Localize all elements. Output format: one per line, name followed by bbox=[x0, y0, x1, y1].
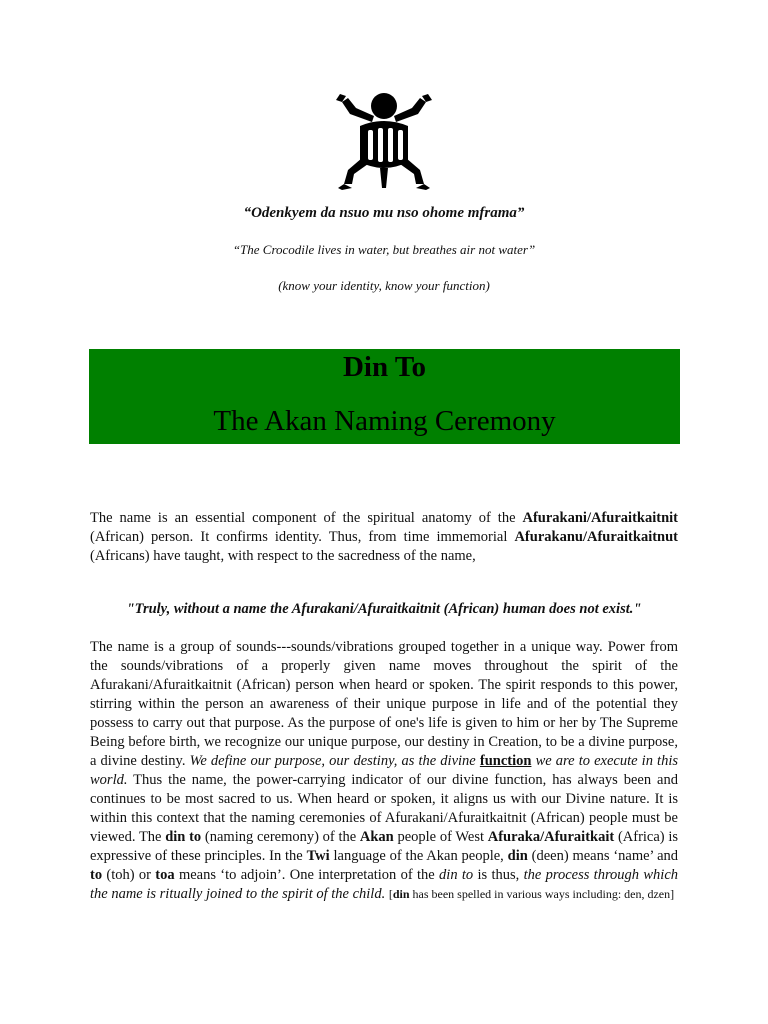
text-run: (Africans) have taught, with respect to the sacredness of the name, bbox=[90, 548, 476, 564]
english-translation: “The Crocodile lives in water, but breathes air not water” bbox=[232, 242, 536, 257]
twi-proverb: “Odenkyem da nsuo mu nso ohome mframa” bbox=[243, 205, 525, 221]
title-banner bbox=[89, 349, 680, 444]
text-run: is thus, bbox=[477, 867, 520, 883]
page-subtitle: The Akan Naming Ceremony bbox=[213, 405, 556, 437]
text-run: people of West bbox=[397, 829, 485, 845]
text-run: (deen) means ‘name’ and bbox=[531, 848, 679, 864]
bold-underlined-term: function bbox=[479, 753, 532, 769]
adinkra-crocodile-icon bbox=[336, 92, 432, 190]
text-run: The name is an essential component of the spiritual anatomy of the bbox=[90, 510, 516, 526]
text-run: (African) person. It confirms identity. Thus, from time immemorial bbox=[90, 529, 508, 545]
text-run: Thus the name, the power-carrying indicator of our divine function, has always been and continues to be most sacred to us. When heard or spoken, it aligns us with our Divine nature. It is within this context that the naming ceremonies of Afurakani/Afuraitkaitnit (African) people must be viewed. The bbox=[90, 772, 678, 845]
bold-term: din to bbox=[165, 829, 202, 845]
proverb-meaning: (know your identity, know your function) bbox=[278, 278, 490, 293]
central-quote: "Truly, without a name the Afurakani/Afuraitkaitnit (African) human does not exist." bbox=[126, 601, 642, 617]
text-run: has been spelled in various ways including: den, dzen] bbox=[412, 887, 675, 901]
text-run: (Africa) is expressive of these principles. In the bbox=[90, 829, 679, 864]
bold-term: Akan bbox=[359, 829, 394, 845]
bold-term: to bbox=[90, 867, 103, 883]
text-run: means ‘to adjoin’. One interpretation of the bbox=[178, 867, 435, 883]
italic-run: the process through which the name is ritually joined to the spirit of the child. bbox=[90, 867, 679, 902]
bold-term: Twi bbox=[306, 848, 330, 864]
bold-term: din bbox=[507, 848, 528, 864]
italic-run: we are to execute in this world. bbox=[90, 753, 679, 788]
text-run: (toh) or bbox=[106, 867, 151, 883]
page-title: Din To bbox=[342, 351, 427, 383]
spelling-note bbox=[389, 887, 674, 901]
text-run: language of the Akan people, bbox=[333, 848, 504, 864]
italic-run: din to bbox=[439, 867, 474, 883]
bold-term: Afurakanu/Afuraitkaitnut bbox=[514, 529, 679, 545]
text-run: (naming ceremony) of the bbox=[204, 829, 357, 845]
text-run: [ bbox=[388, 887, 393, 901]
text-run: The name is a group of sounds---sounds/vibrations grouped together in a unique way. Power from the sounds/vibrations of a properly given name moves throughout the spirit of the Afurakani/Afuraitkaitnit (African) person when heard or spoken. The spirit responds to this power, stirring within the person an awareness of their unique purpose in life and of the potential they possess to carry out that purpose. As the purpose of one's life is given to him or her by The Supreme Being before birth, we recognize our unique purpose, our destiny in Creation, to be a divine purpose, a divine destiny. bbox=[90, 639, 678, 769]
bold-term: toa bbox=[155, 867, 175, 883]
main-paragraph bbox=[90, 638, 678, 904]
bold-term: din bbox=[392, 887, 410, 901]
bold-term: Afuraka/Afuraitkait bbox=[487, 829, 615, 845]
intro-paragraph bbox=[90, 509, 678, 566]
bold-term: Afurakani/Afuraitkaitnit bbox=[522, 510, 678, 526]
italic-run: We define our purpose, our destiny, as the divine bbox=[189, 753, 476, 769]
